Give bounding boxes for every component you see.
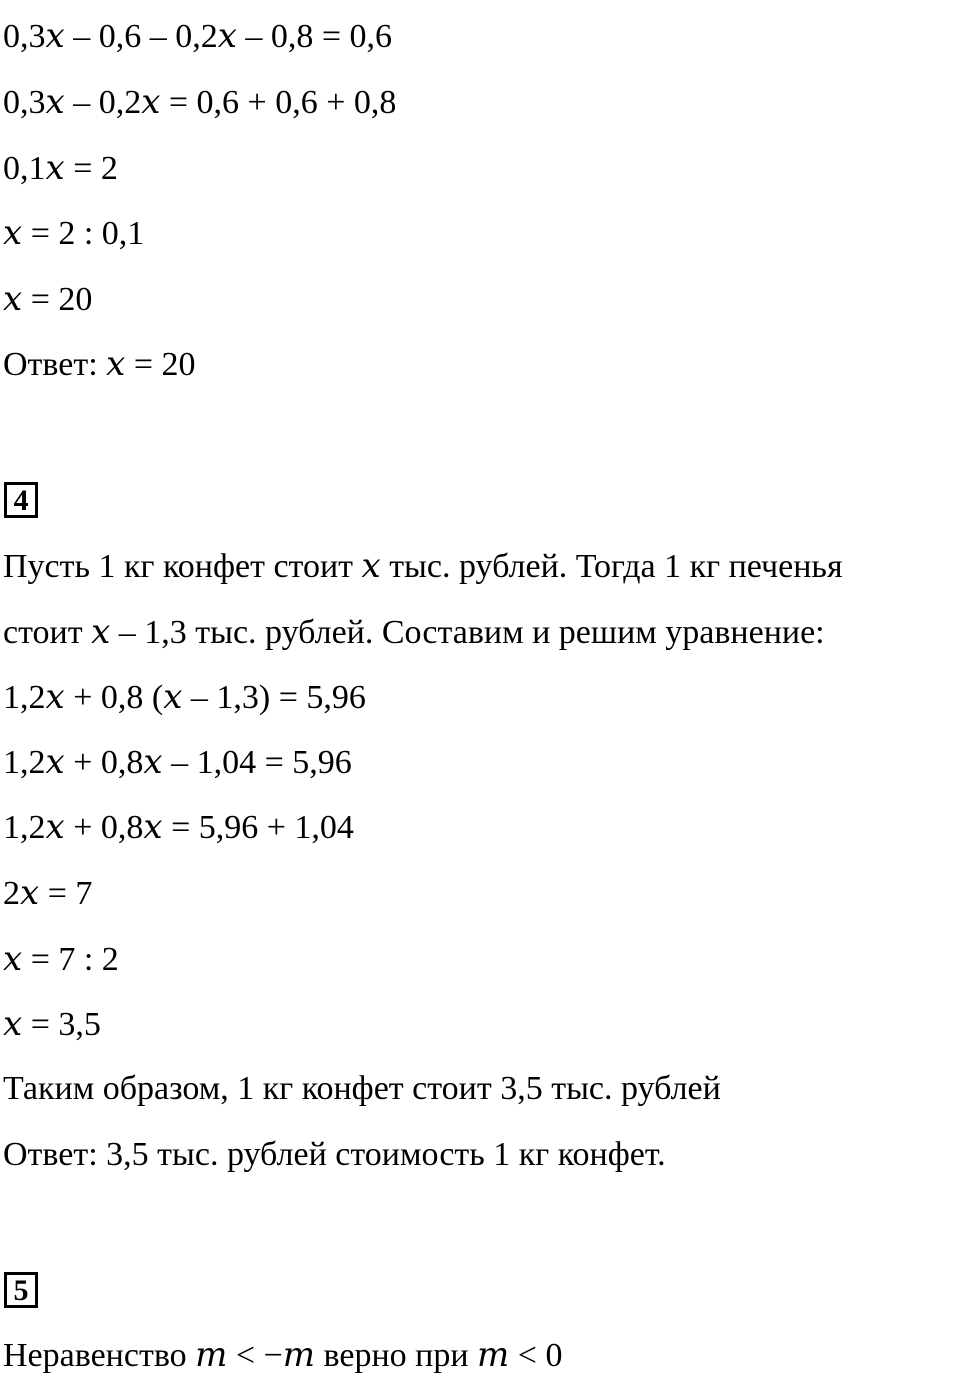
equation-line: [3, 939, 119, 980]
variable-x: x: [143, 807, 163, 847]
variable-x: x: [20, 873, 40, 913]
equation-line: [3, 873, 92, 914]
equation-part: 0,3: [3, 84, 46, 121]
answer-line: [3, 344, 196, 385]
equation-line: [3, 1004, 101, 1045]
equation-part: = 7: [39, 875, 93, 912]
conclusion-line: Таким образом, 1 кг конфет стоит 3,5 тыс. рублей: [3, 1070, 721, 1107]
equation-line: [3, 677, 366, 718]
task-text-line: [3, 1335, 562, 1376]
text-part: – 1,3 тыс. рублей. Составим и решим уравнение:: [110, 614, 825, 651]
equation-part: – 0,2: [64, 84, 142, 121]
equation-part: 0,3: [3, 18, 46, 55]
text-part: Пусть 1 кг конфет стоит: [3, 548, 362, 585]
answer-line: Ответ: 3,5 тыс. рублей стоимость 1 кг конфет.: [3, 1136, 666, 1173]
equation-part: = 2 : 0,1: [22, 215, 145, 252]
equation-part: – 0,6 – 0,2: [64, 18, 218, 55]
variable-x: x: [106, 344, 126, 384]
variable-x: x: [361, 546, 381, 586]
equation-part: 1,2: [3, 809, 46, 846]
text-part: верно при: [315, 1337, 478, 1374]
equation-part: + 0,8: [64, 744, 144, 781]
equation-line: [3, 82, 396, 123]
equation-part: = 7 : 2: [22, 941, 119, 978]
variable-x: x: [143, 742, 163, 782]
text-part: тыс. рублей. Тогда 1 кг печенья: [380, 548, 843, 585]
equation-part: 1,2: [3, 679, 46, 716]
variable-m: m: [477, 1335, 510, 1375]
equation-part: – 1,04 = 5,96: [162, 744, 352, 781]
text-part: стоит: [3, 614, 92, 651]
task-number-box: 4: [4, 482, 38, 518]
task-text-line: [3, 612, 825, 653]
variable-x: x: [91, 612, 111, 652]
text-part: < −: [227, 1337, 283, 1374]
equation-line: [3, 16, 392, 57]
equation-line: [3, 807, 354, 848]
variable-x: x: [45, 148, 65, 188]
text-part: Неравенство: [3, 1337, 196, 1374]
variable-x: x: [3, 213, 23, 253]
variable-m: m: [282, 1335, 316, 1375]
equation-part: = 20: [22, 281, 93, 318]
variable-x: x: [3, 279, 23, 319]
variable-x: x: [45, 82, 65, 122]
equation-line: [3, 213, 144, 254]
variable-x: x: [3, 1004, 23, 1044]
variable-x: x: [45, 807, 65, 847]
equation-part: 0,1: [3, 150, 46, 187]
variable-x: x: [163, 677, 183, 717]
equation-part: = 0,6 + 0,6 + 0,8: [160, 84, 397, 121]
answer-label: Ответ:: [3, 346, 107, 383]
variable-x: x: [141, 82, 161, 122]
equation-part: – 0,8 = 0,6: [236, 18, 393, 55]
equation-part: + 0,8: [64, 809, 144, 846]
variable-x: x: [45, 677, 65, 717]
equation-part: 1,2: [3, 744, 46, 781]
answer-value: = 20: [125, 346, 196, 383]
equation-part: + 0,8 (: [64, 679, 164, 716]
equation-line: [3, 148, 118, 189]
equation-line: [3, 279, 92, 320]
equation-part: = 2: [64, 150, 118, 187]
equation-part: 2: [3, 875, 20, 912]
task-text-line: [3, 546, 843, 587]
variable-m: m: [195, 1335, 228, 1375]
task-number-box: 5: [4, 1272, 38, 1308]
equation-line: [3, 742, 352, 783]
equation-part: = 3,5: [22, 1006, 101, 1043]
variable-x: x: [217, 16, 237, 56]
variable-x: x: [45, 742, 65, 782]
variable-x: x: [3, 939, 23, 979]
variable-x: x: [45, 16, 65, 56]
equation-part: = 5,96 + 1,04: [162, 809, 354, 846]
equation-part: – 1,3) = 5,96: [182, 679, 366, 716]
text-part: < 0: [509, 1337, 563, 1374]
